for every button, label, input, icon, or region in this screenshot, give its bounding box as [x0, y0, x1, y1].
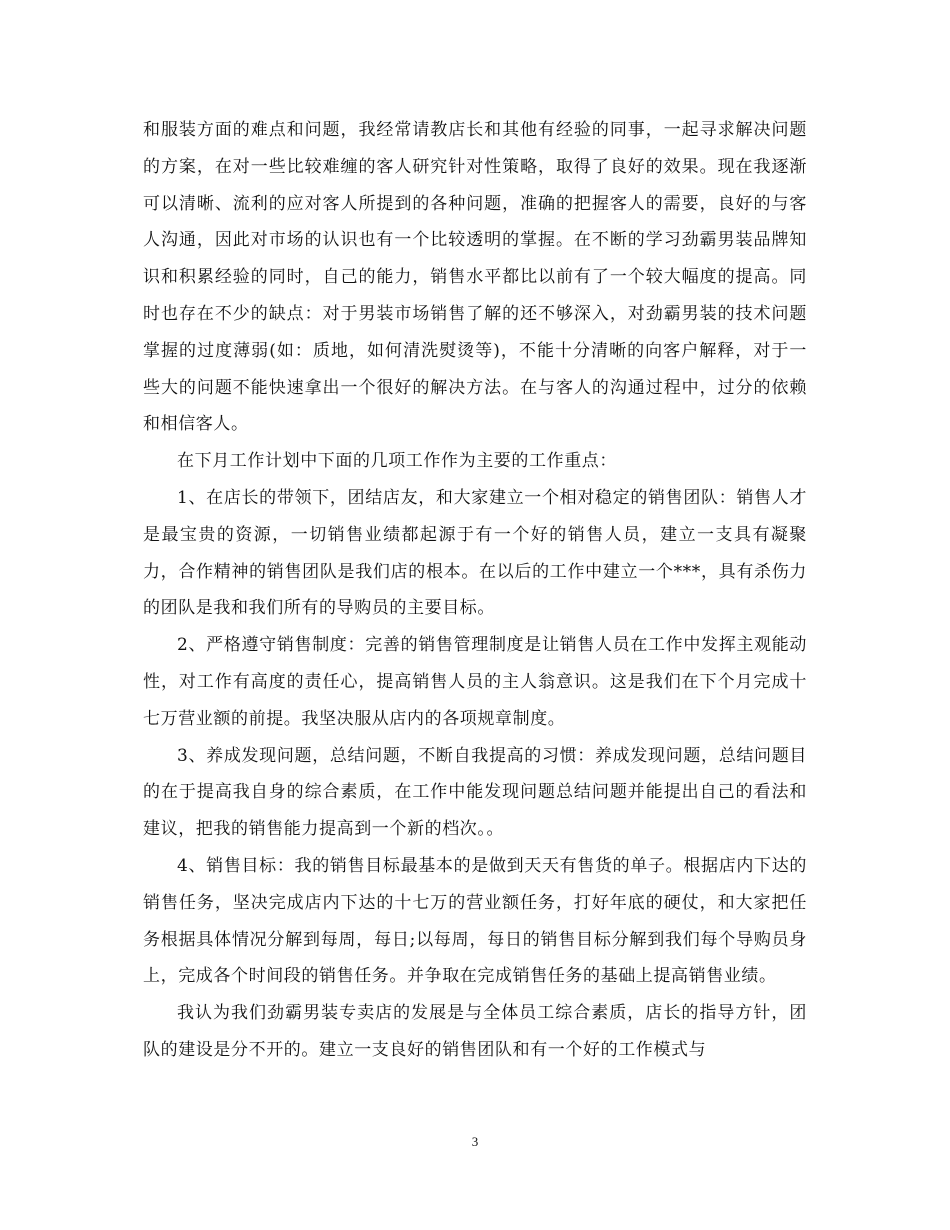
paragraph-conclusion: 我认为我们劲霸男装专卖店的发展是与全体员工综合素质，店长的指导方针，团队的建设是分不开的。建立一支良好的销售团队和有一个好的工作模式与 [143, 1003, 807, 1060]
paragraph-item-1: 1、在店长的带领下，团结店友，和大家建立一个相对稳定的销售团队：销售人才是最宝贵的资源，一切销售业绩都起源于有一个好的销售人员，建立一支具有凝聚力，合作精神的销售团队是我们店的根本。在以后的工作中建立一个***，具有杀伤力的团队是我和我们所有的导购员的主要目标。 [143, 487, 807, 619]
paragraph-item-2: 2、严格遵守销售制度：完善的销售管理制度是让销售人员在工作中发挥主观能动性，对工作有高度的责任心，提高销售人员的主人翁意识。这是我们在下个月完成十七万营业额的前提。我坚决服从店内的各项规章制度。 [143, 635, 807, 729]
paragraph-plan-intro: 在下月工作计划中下面的几项工作作为主要的工作重点： [177, 451, 617, 472]
paragraph-continuation: 和服装方面的难点和问题，我经常请教店长和其他有经验的同事，一起寻求解决问题的方案，在对一些比较难缠的客人研究针对性策略，取得了良好的效果。现在我逐渐可以清晰、流利的应对客人所提到的各种问题，准确的把握客人的需要，良好的与客人沟通，因此对市场的认识也有一个比较透明的掌握。在不断的学习劲霸男装品牌知识和积累经验的同时，自己的能力，销售水平都比以前有了一个较大幅度的提高。同时也存在不少的缺点：对于男装市场销售了解的还不够深入，对劲霸男装的技术问题掌握的过度薄弱(如：质地，如何清洗熨烫等)，不能十分清晰的向客户解释，对于一些大的问题不能快速拿出一个很好的解决方法。在与客人的沟通过程中，过分的依赖和相信客人。 [143, 120, 807, 435]
document-body [143, 112, 807, 1069]
paragraph-item-4: 4、销售目标：我的销售目标最基本的是做到天天有售货的单子。根据店内下达的销售任务，坚决完成店内下达的十七万的营业额任务，打好年底的硬仗，和大家把任务根据具体情况分解到每周，每日;以每周，每日的销售目标分解到我们每个导购员身上，完成各个时间段的销售任务。并争取在完成销售任务的基础上提高销售业绩。 [143, 855, 807, 987]
paragraph-item-3: 3、养成发现问题，总结问题，不断自我提高的习惯：养成发现问题，总结问题目的在于提高我自身的综合素质，在工作中能发现问题总结问题并能提出自己的看法和建议，把我的销售能力提高到一个新的档次。。 [143, 745, 807, 840]
page-number: 3 [471, 1134, 479, 1149]
